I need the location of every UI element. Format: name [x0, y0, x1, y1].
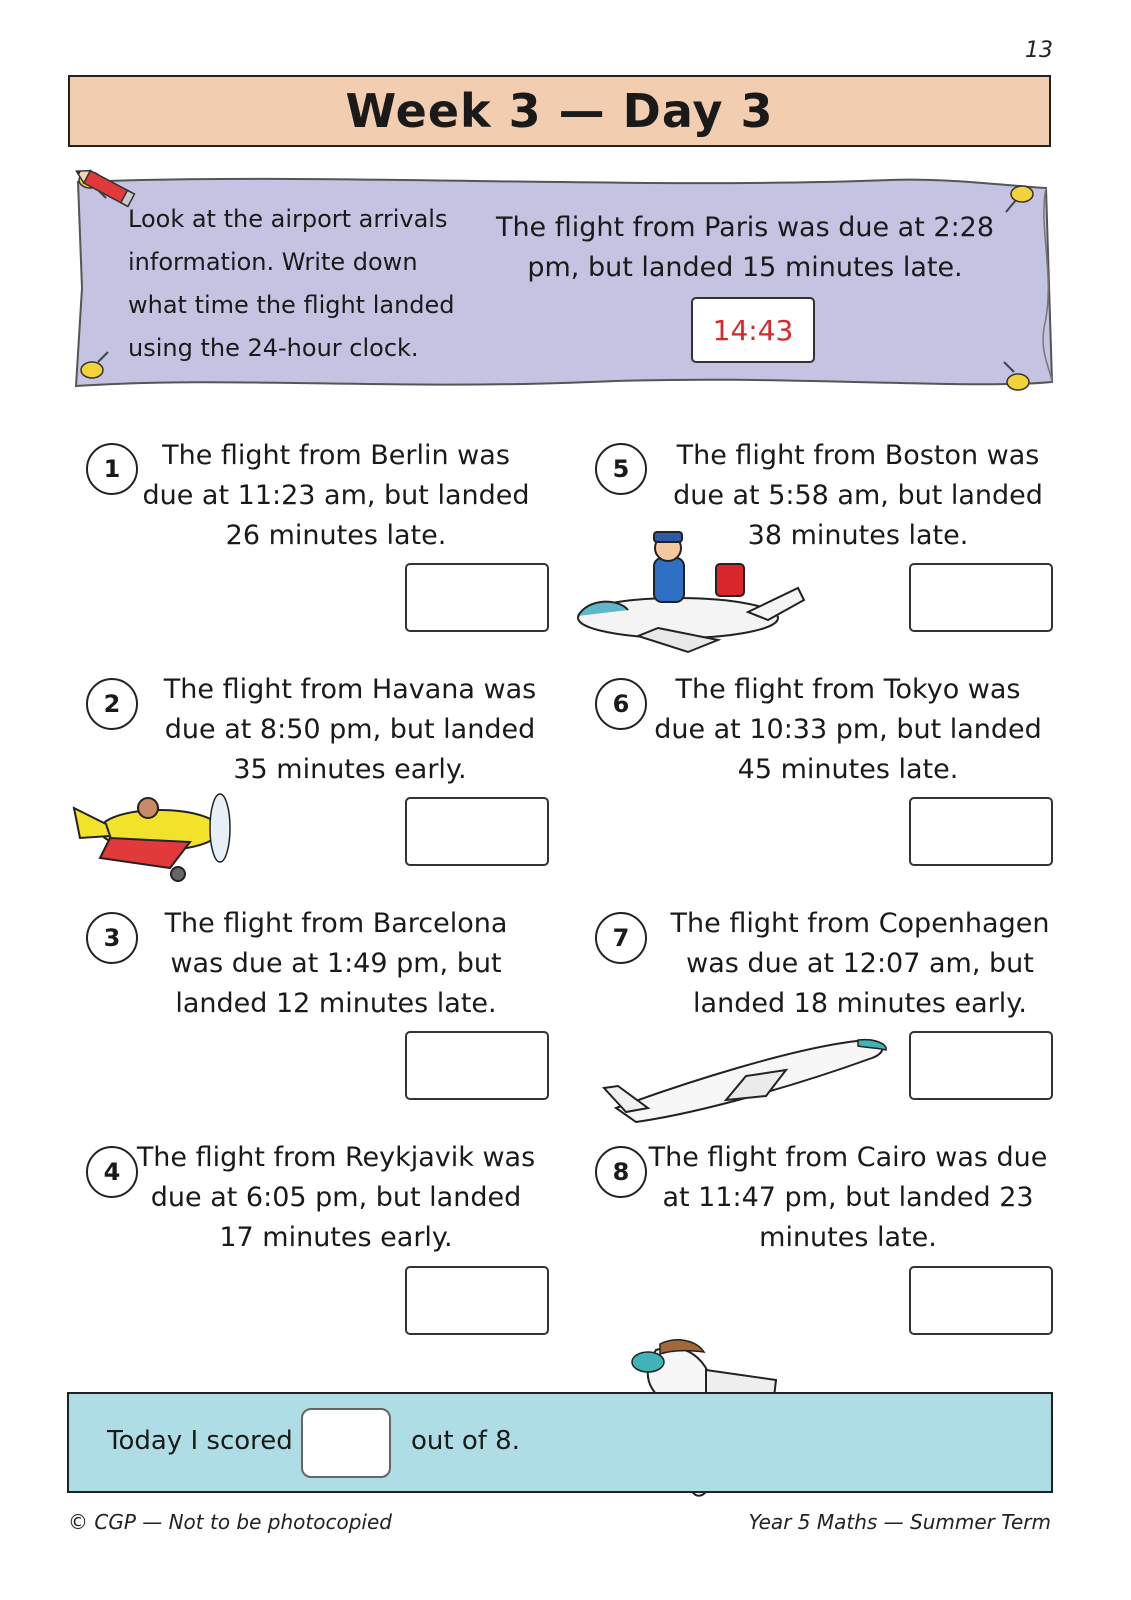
answer-box[interactable] [909, 1031, 1053, 1100]
question-text: The flight from Reykjavik was due at 6:05 pm, but landed 17 minutes early. [136, 1142, 536, 1253]
question-number: 6 [595, 678, 647, 730]
question-text: The flight from Havana was due at 8:50 pm, but landed 35 minutes early. [163, 674, 537, 785]
pin-icon [78, 348, 112, 382]
score-bar [67, 1392, 1053, 1493]
example-question: The flight from Paris was due at 2:28 pm, but landed 15 minutes late. [495, 212, 995, 283]
score-input-box[interactable] [301, 1408, 391, 1478]
question-number: 1 [86, 443, 138, 495]
question-text: The flight from Cairo was due at 11:47 pm, but landed 23 minutes late. [648, 1142, 1048, 1253]
pencil-icon [70, 168, 142, 208]
page-title: Week 3 — Day 3 [345, 84, 774, 138]
answer-box[interactable] [405, 1266, 549, 1335]
question-number: 8 [595, 1146, 647, 1198]
question-number: 3 [86, 912, 138, 964]
question-text: The flight from Tokyo was due at 10:33 pm, but landed 45 minutes late. [654, 674, 1042, 785]
question-number: 4 [86, 1146, 138, 1198]
score-label: Today I scored [107, 1426, 293, 1456]
question-number: 5 [595, 443, 647, 495]
pin-icon [998, 358, 1032, 398]
answer-box[interactable] [909, 563, 1053, 632]
answer-box[interactable] [909, 1266, 1053, 1335]
propeller-plane-illustration [70, 778, 240, 888]
instructions-text: Look at the airport arrivals information. Write down what time the flight landed using the 24-hour clock. [128, 205, 455, 362]
footer-course: Year 5 Maths — Summer Term [748, 1510, 1051, 1534]
question-number: 7 [595, 912, 647, 964]
title-bar [68, 75, 1051, 147]
question-text: The flight from Barcelona was due at 1:49 pm, but landed 12 minutes late. [164, 908, 508, 1019]
answer-box[interactable] [405, 1031, 549, 1100]
question-text: The flight from Boston was due at 5:58 am, but landed 38 minutes late. [673, 440, 1043, 551]
score-out-of: out of 8. [411, 1426, 520, 1456]
answer-box[interactable] [405, 797, 549, 866]
jet-plane-illustration [596, 1026, 896, 1126]
example-answer-box [691, 297, 815, 363]
answer-box[interactable] [405, 563, 549, 632]
question-text: The flight from Berlin was due at 11:23 am, but landed 26 minutes late. [142, 440, 530, 551]
pilot-on-plane-illustration [568, 528, 818, 658]
instruction-banner [70, 168, 1060, 400]
question-text: The flight from Copenhagen was due at 12:07 am, but landed 18 minutes early. [670, 908, 1050, 1019]
footer-copyright: © CGP — Not to be photocopied [68, 1510, 392, 1534]
page-number: 13 [1025, 38, 1053, 63]
question-number: 2 [86, 678, 138, 730]
answer-box[interactable] [909, 797, 1053, 866]
example-answer: 14:43 [712, 313, 794, 347]
